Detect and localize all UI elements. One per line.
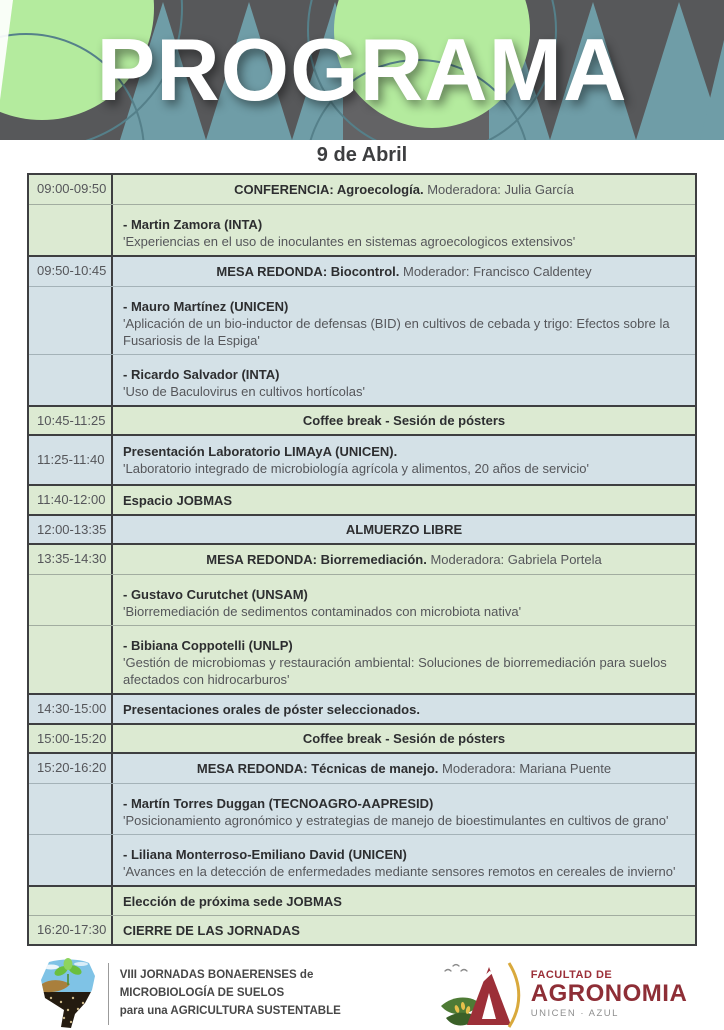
schedule-row-group <box>29 175 695 255</box>
schedule-subrow <box>29 204 695 255</box>
content-cell <box>113 355 695 405</box>
organizer-line-2: MICROBIOLOGÍA DE SUELOS <box>119 987 285 1000</box>
date-heading: 9 de Abril <box>316 144 408 166</box>
organizer-line-1: VIII JORNADAS BONAERENSES de <box>119 969 314 982</box>
talk-title: 'Posicionamiento agronómico y estrategias de manejo de bioestimulantes en cultivos de grano' <box>123 813 669 828</box>
break-label: Coffee break - Sesión de pósters <box>302 413 506 428</box>
session-title-line <box>121 181 687 198</box>
break-label: ALMUERZO LIBRE <box>345 522 463 537</box>
time-cell <box>29 887 113 915</box>
session-title: MESA REDONDA: Biocontrol. <box>216 264 400 279</box>
schedule-row-group <box>29 543 695 693</box>
session-title-line <box>121 263 687 280</box>
content-cell <box>113 754 695 783</box>
content-cell <box>113 835 695 885</box>
talk-title: 'Uso de Baculovirus en cultivos hortícolas' <box>123 384 365 399</box>
content-cell <box>113 575 695 625</box>
moderator-label: Moderador: Francisco Caldentey <box>403 264 592 279</box>
schedule-row-group <box>29 405 695 434</box>
session-title-line <box>121 551 687 568</box>
organizer-text <box>120 967 341 1020</box>
speaker-name: - Gustavo Curutchet (UNSAM) <box>123 587 308 602</box>
time-cell: 15:00-15:20 <box>29 725 113 752</box>
time-cell <box>29 575 113 625</box>
time-cell <box>29 355 113 405</box>
content-cell <box>113 287 695 354</box>
schedule-row-group <box>29 885 695 944</box>
speaker-name: - Mauro Martínez (UNICEN) <box>123 299 289 314</box>
content-cell <box>113 175 695 204</box>
content-cell <box>113 626 695 693</box>
schedule-row-group <box>29 723 695 752</box>
faculty-line-2: AGRONOMIA <box>530 979 688 1007</box>
schedule-subrow <box>29 545 695 574</box>
time-cell: 13:35-14:30 <box>29 545 113 574</box>
organizer-logo-block <box>37 958 341 1030</box>
schedule-subrow <box>29 887 695 915</box>
schedule-subrow <box>29 486 695 514</box>
talk-title: 'Aplicación de un bio-inductor de defensas (BID) en cultivos de cebada y trigo: Efectos sobre la Fusariosis de la Espiga' <box>123 316 670 348</box>
content-cell <box>113 516 695 543</box>
schedule-row-group <box>29 434 695 484</box>
schedule-subrow <box>29 436 695 484</box>
faculty-line-3: UNICEN · AZUL <box>530 1008 619 1020</box>
time-cell: 10:45-11:25 <box>29 407 113 434</box>
banner <box>0 0 724 140</box>
talk-title: 'Laboratorio integrado de microbiología agrícola y alimentos, 20 años de servicio' <box>123 461 590 476</box>
schedule-subrow <box>29 354 695 405</box>
time-cell <box>29 287 113 354</box>
schedule-row-group <box>29 752 695 885</box>
footer <box>0 946 724 1030</box>
schedule-subrow <box>29 754 695 783</box>
content-cell <box>113 725 695 752</box>
talk-title: 'Biorremediación de sedimentos contaminados con microbiota nativa' <box>123 604 522 619</box>
time-cell: 16:20-17:30 <box>29 916 113 944</box>
time-cell: 09:50-10:45 <box>29 257 113 286</box>
talk-title: 'Gestión de microbiomas y restauración ambiental: Soluciones de biorremediación para suelos afectados con hidrocarburos' <box>123 655 667 687</box>
session-title-line <box>121 760 687 777</box>
schedule-table <box>27 173 697 946</box>
item-label: CIERRE DE LAS JORNADAS <box>123 923 300 938</box>
content-cell <box>113 436 695 484</box>
time-cell <box>29 784 113 834</box>
break-label: Coffee break - Sesión de pósters <box>302 731 506 746</box>
time-cell <box>29 626 113 693</box>
faculty-logo-block <box>437 959 688 1029</box>
speaker-name: - Martin Zamora (INTA) <box>123 217 263 232</box>
moderator-label: Moderadora: Julia García <box>427 182 574 197</box>
faculty-line-1: FACULTAD DE <box>530 968 613 981</box>
time-cell: 12:00-13:35 <box>29 516 113 543</box>
facultad-agronomia-logo <box>437 959 523 1029</box>
session-title: Presentación Laboratorio LIMAyA (UNICEN). <box>123 444 398 459</box>
schedule-row-group <box>29 255 695 405</box>
schedule-subrow <box>29 286 695 354</box>
content-cell <box>113 205 695 255</box>
item-label: Presentaciones orales de póster seleccionados. <box>123 702 420 717</box>
schedule-row-group <box>29 484 695 514</box>
time-cell: 15:20-16:20 <box>29 754 113 783</box>
talk-title: 'Experiencias en el uso de inoculantes en sistemas agroecologicos extensivos' <box>123 234 576 249</box>
page-title: PROGRAMA <box>96 20 628 119</box>
content-cell <box>113 695 695 723</box>
schedule-subrow <box>29 407 695 434</box>
time-cell: 09:00-09:50 <box>29 175 113 204</box>
item-label: Espacio JOBMAS <box>123 493 233 508</box>
session-title: CONFERENCIA: Agroecología. <box>234 182 424 197</box>
schedule-subrow <box>29 915 695 944</box>
schedule-row-group <box>29 514 695 543</box>
schedule-subrow <box>29 516 695 543</box>
schedule-subrow <box>29 725 695 752</box>
content-cell <box>113 545 695 574</box>
footer-divider <box>108 963 109 1025</box>
schedule-subrow <box>29 695 695 723</box>
time-cell: 11:40-12:00 <box>29 486 113 514</box>
talk-title: 'Avances en la detección de enfermedades mediante sensores remotos en cereales de invierno' <box>123 864 676 879</box>
soil-microbiology-logo <box>37 958 99 1030</box>
speaker-name: - Bibiana Coppotelli (UNLP) <box>123 638 293 653</box>
schedule-subrow <box>29 175 695 204</box>
faculty-text <box>531 969 688 1020</box>
time-cell: 11:25-11:40 <box>29 436 113 484</box>
time-cell <box>29 835 113 885</box>
moderator-label: Moderadora: Mariana Puente <box>442 761 612 776</box>
schedule-subrow <box>29 834 695 885</box>
speaker-name: - Martín Torres Duggan (TECNOAGRO-AAPRESID) <box>123 796 434 811</box>
schedule-subrow <box>29 574 695 625</box>
time-cell: 14:30-15:00 <box>29 695 113 723</box>
time-cell <box>29 205 113 255</box>
content-cell <box>113 486 695 514</box>
organizer-line-3: para una AGRICULTURA SUSTENTABLE <box>119 1004 341 1017</box>
content-cell <box>113 916 695 944</box>
item-label: Elección de próxima sede JOBMAS <box>123 894 342 909</box>
speaker-name: - Liliana Monterroso-Emiliano David (UNICEN) <box>123 847 407 862</box>
speaker-name: - Ricardo Salvador (INTA) <box>123 367 280 382</box>
schedule-subrow <box>29 625 695 693</box>
content-cell <box>113 257 695 286</box>
schedule-subrow <box>29 257 695 286</box>
schedule-row-group <box>29 693 695 723</box>
session-title: MESA REDONDA: Biorremediación. <box>206 552 427 567</box>
moderator-label: Moderadora: Gabriela Portela <box>430 552 602 567</box>
session-title: MESA REDONDA: Técnicas de manejo. <box>196 761 439 776</box>
content-cell <box>113 407 695 434</box>
schedule-subrow <box>29 783 695 834</box>
content-cell <box>113 887 695 915</box>
content-cell <box>113 784 695 834</box>
